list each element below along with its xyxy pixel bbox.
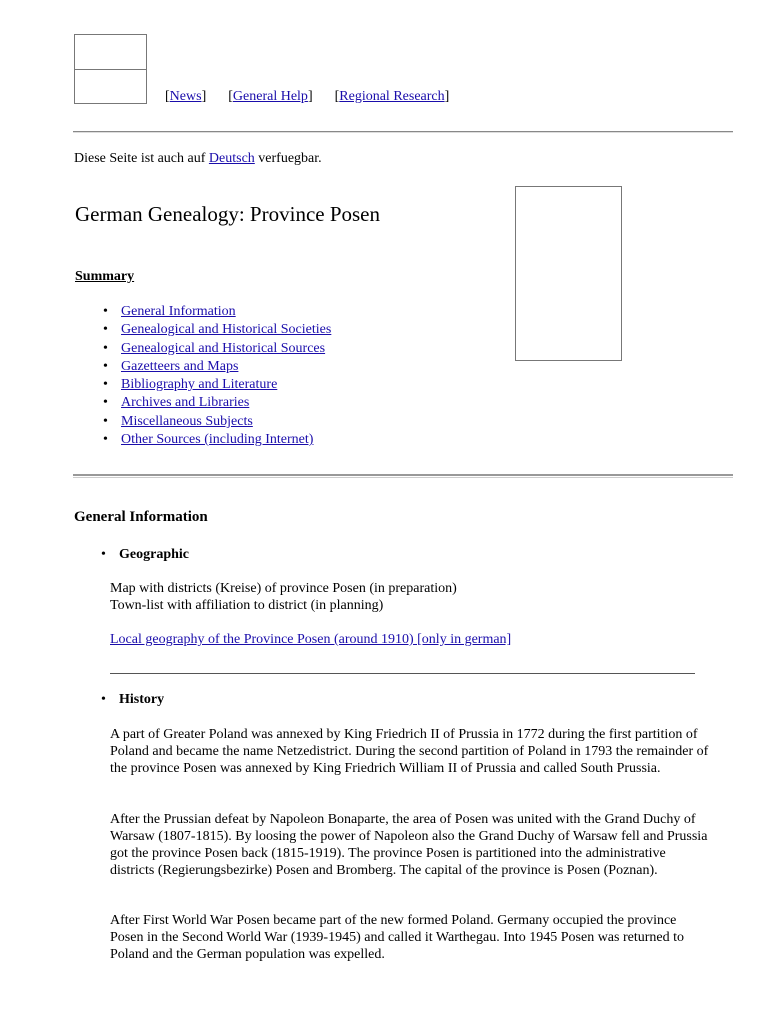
toc-link-sources[interactable]: Genealogical and Historical Sources [121,340,326,356]
toc-item [121,340,331,358]
summary-label: Summary [75,269,135,284]
top-navigation: [News] [General Help] [Regional Research] [165,89,450,104]
toc-link-gazetteers-maps[interactable]: Gazetteers and Maps [121,358,239,374]
section-title-general-information: General Information [74,509,208,525]
nav-link-general-help[interactable]: General Help [232,89,308,104]
toc-item [121,431,331,449]
geographic-link-container [110,632,511,648]
language-note: Diese Seite ist auch auf Deutsch verfuegbar. [74,151,322,166]
toc-item [121,376,331,394]
toc-item [121,358,331,376]
logo-image-top [74,34,147,70]
toc-item [121,394,331,412]
toc-item [121,413,331,431]
toc-link-bibliography[interactable]: Bibliography and Literature [121,377,278,393]
toc-link-archives-libraries[interactable]: Archives and Libraries [121,395,250,411]
top-divider [73,131,733,133]
nav-link-news[interactable]: News [169,89,202,104]
nav-link-regional-research[interactable]: Regional Research [339,89,445,104]
history-paragraph-2: After the Prussian defeat by Napoleon Bonaparte, the area of Posen was united with the Grand Duchy of Warsaw (1807-1815). By loosing the power of Napoleon also the Grand Duchy of Warsaw fell and Prussia got the province Posen back (1815-1919). The province Posen is partitioned into the administrative districts (Regierungsbezirke) Posen and Bromberg. The capital of the province is Posen (Poznan). [110,812,708,878]
page-title: German Genealogy: Province Posen [75,202,381,226]
history-heading: • History [101,692,165,707]
history-paragraph-3: After First World War Posen became part of the new formed Poland. Germany occupied the province Posen in the Second World War (1939-1945) and called it Warthegau. Into 1945 Posen was returned to Poland and the German population was expelled. [110,913,684,962]
geographic-heading: • Geographic [101,547,189,562]
local-geography-link[interactable]: Local geography of the Province Posen (around 1910) [only in german] [110,632,512,647]
toc-link-societies[interactable]: Genealogical and Historical Societies [121,322,332,338]
toc-item [121,303,331,321]
section-divider [73,474,733,478]
toc-link-general-information[interactable]: General Information [121,304,236,319]
geographic-line-townlist: Town-list with affiliation to district (in planning) [110,598,384,613]
language-link-deutsch[interactable]: Deutsch [208,151,255,166]
table-of-contents [121,303,331,449]
history-paragraph-1: A part of Greater Poland was annexed by King Friedrich II of Prussia in 1772 during the first partition of Poland and became the name Netzedistrict. During the second partition of Poland in 1793 the remainder of the province Posen was annexed by King Friedrich William II of Prussia and called South Prussia. [110,727,709,776]
subsection-divider [110,673,695,674]
province-map-image [515,186,622,361]
geographic-line-map: Map with districts (Kreise) of province Posen (in preparation) [110,581,457,596]
logo-image-bottom [74,69,147,104]
toc-item [121,321,331,339]
toc-link-miscellaneous[interactable]: Miscellaneous Subjects [121,413,253,429]
toc-link-other-sources[interactable]: Other Sources (including Internet) [121,432,314,448]
